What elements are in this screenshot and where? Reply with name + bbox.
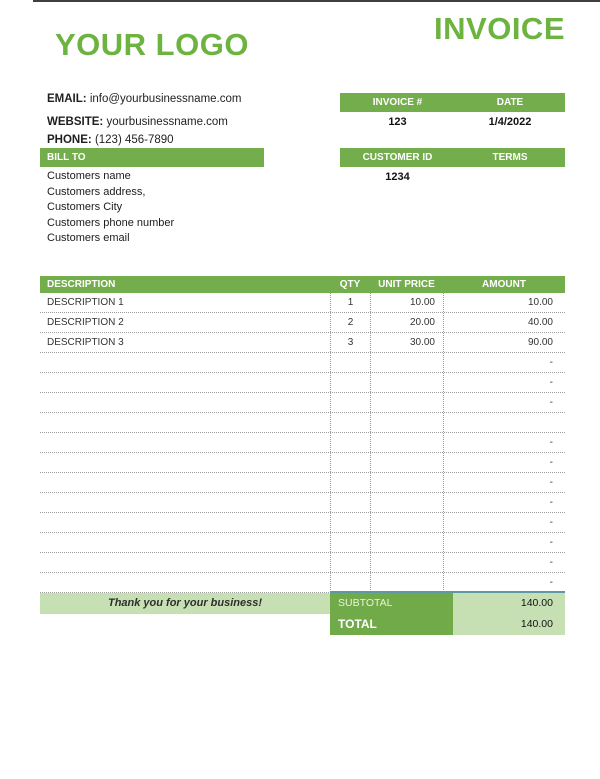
customer-city: Customers City (47, 201, 123, 213)
bill-to-header: BILL TO (40, 148, 264, 167)
cell-amount: - (443, 573, 565, 592)
customer-id-header: CUSTOMER ID (362, 152, 433, 163)
terms-header: TERMS (492, 152, 528, 163)
cell-amount: - (443, 353, 565, 372)
cell-amount: 10.00 (443, 293, 565, 312)
cell-amount: - (443, 433, 565, 452)
customer-address: Customers address, (47, 185, 146, 198)
cell-amount: - (443, 553, 565, 572)
column-header-unit-price: UNIT PRICE (378, 279, 435, 290)
cell-amount: - (443, 473, 565, 492)
table-row-empty (40, 453, 565, 473)
table-row-empty (40, 393, 565, 413)
cell-amount: - (443, 453, 565, 472)
customer-meta-header-row (340, 148, 565, 167)
table-row (40, 333, 565, 353)
top-border-line (33, 0, 600, 2)
table-row (40, 313, 565, 333)
date-header: DATE (496, 97, 524, 108)
cell-unit-price: 30.00 (370, 333, 443, 352)
phone-label: PHONE: (47, 134, 92, 146)
cell-amount: - (443, 493, 565, 512)
cell-amount (443, 413, 565, 432)
column-header-qty: QTY (339, 279, 361, 290)
invoice-meta-header-row (340, 93, 565, 112)
cell-description: DESCRIPTION 1 (47, 297, 124, 308)
email-value: info@yourbusinessname.com (89, 93, 242, 105)
customer-phone: Customers phone number (47, 216, 175, 229)
cell-qty: 1 (330, 293, 370, 312)
customer-id-value: 1234 (385, 171, 410, 183)
invoice-number-header: INVOICE # (372, 97, 423, 108)
invoice-number-value: 123 (388, 116, 407, 128)
customer-name: Customers name (47, 170, 131, 182)
cell-unit-price: 20.00 (370, 313, 443, 332)
company-logo-text: YOUR LOGO (55, 27, 249, 62)
line-items-table (40, 293, 565, 593)
cell-description: DESCRIPTION 3 (47, 337, 124, 348)
cell-qty: 3 (330, 333, 370, 352)
cell-amount: - (443, 513, 565, 532)
table-row-empty (40, 553, 565, 573)
contact-phone-line (47, 134, 174, 146)
table-row-empty (40, 373, 565, 393)
cell-amount: - (443, 533, 565, 552)
website-value: yourbusinessname.com (106, 116, 228, 128)
line-items-header-row (40, 276, 565, 293)
cell-amount: - (443, 373, 565, 392)
subtotal-value: 140.00 (453, 593, 565, 614)
phone-value: (123) 456-7890 (94, 134, 174, 146)
thank-you-message: Thank you for your business! (40, 593, 330, 614)
cell-qty: 2 (330, 313, 370, 332)
page-title: INVOICE (434, 11, 565, 46)
cell-unit-price: 10.00 (370, 293, 443, 312)
column-header-amount: AMOUNT (482, 279, 526, 290)
contact-email-line (47, 93, 241, 105)
terms-value (455, 171, 565, 187)
website-label: WEBSITE: (47, 116, 104, 128)
contact-website-line (47, 116, 228, 128)
cell-description: DESCRIPTION 2 (47, 317, 124, 328)
table-row-empty (40, 433, 565, 453)
total-label: TOTAL (330, 614, 453, 635)
table-row-empty (40, 573, 565, 593)
total-value: 140.00 (453, 614, 565, 635)
table-row-empty (40, 413, 565, 433)
email-label: EMAIL: (47, 93, 87, 105)
table-row-empty (40, 473, 565, 493)
table-row-empty (40, 533, 565, 553)
cell-amount: 40.00 (443, 313, 565, 332)
table-row (40, 293, 565, 313)
table-row-empty (40, 493, 565, 513)
column-header-description: DESCRIPTION (47, 279, 116, 290)
cell-amount: - (443, 393, 565, 412)
date-value: 1/4/2022 (488, 116, 532, 128)
table-row-empty (40, 353, 565, 373)
subtotal-label: SUBTOTAL (330, 593, 453, 614)
customer-email: Customers email (47, 232, 130, 244)
cell-amount: 90.00 (443, 333, 565, 352)
bill-to-details (47, 169, 174, 247)
table-row-empty (40, 513, 565, 533)
